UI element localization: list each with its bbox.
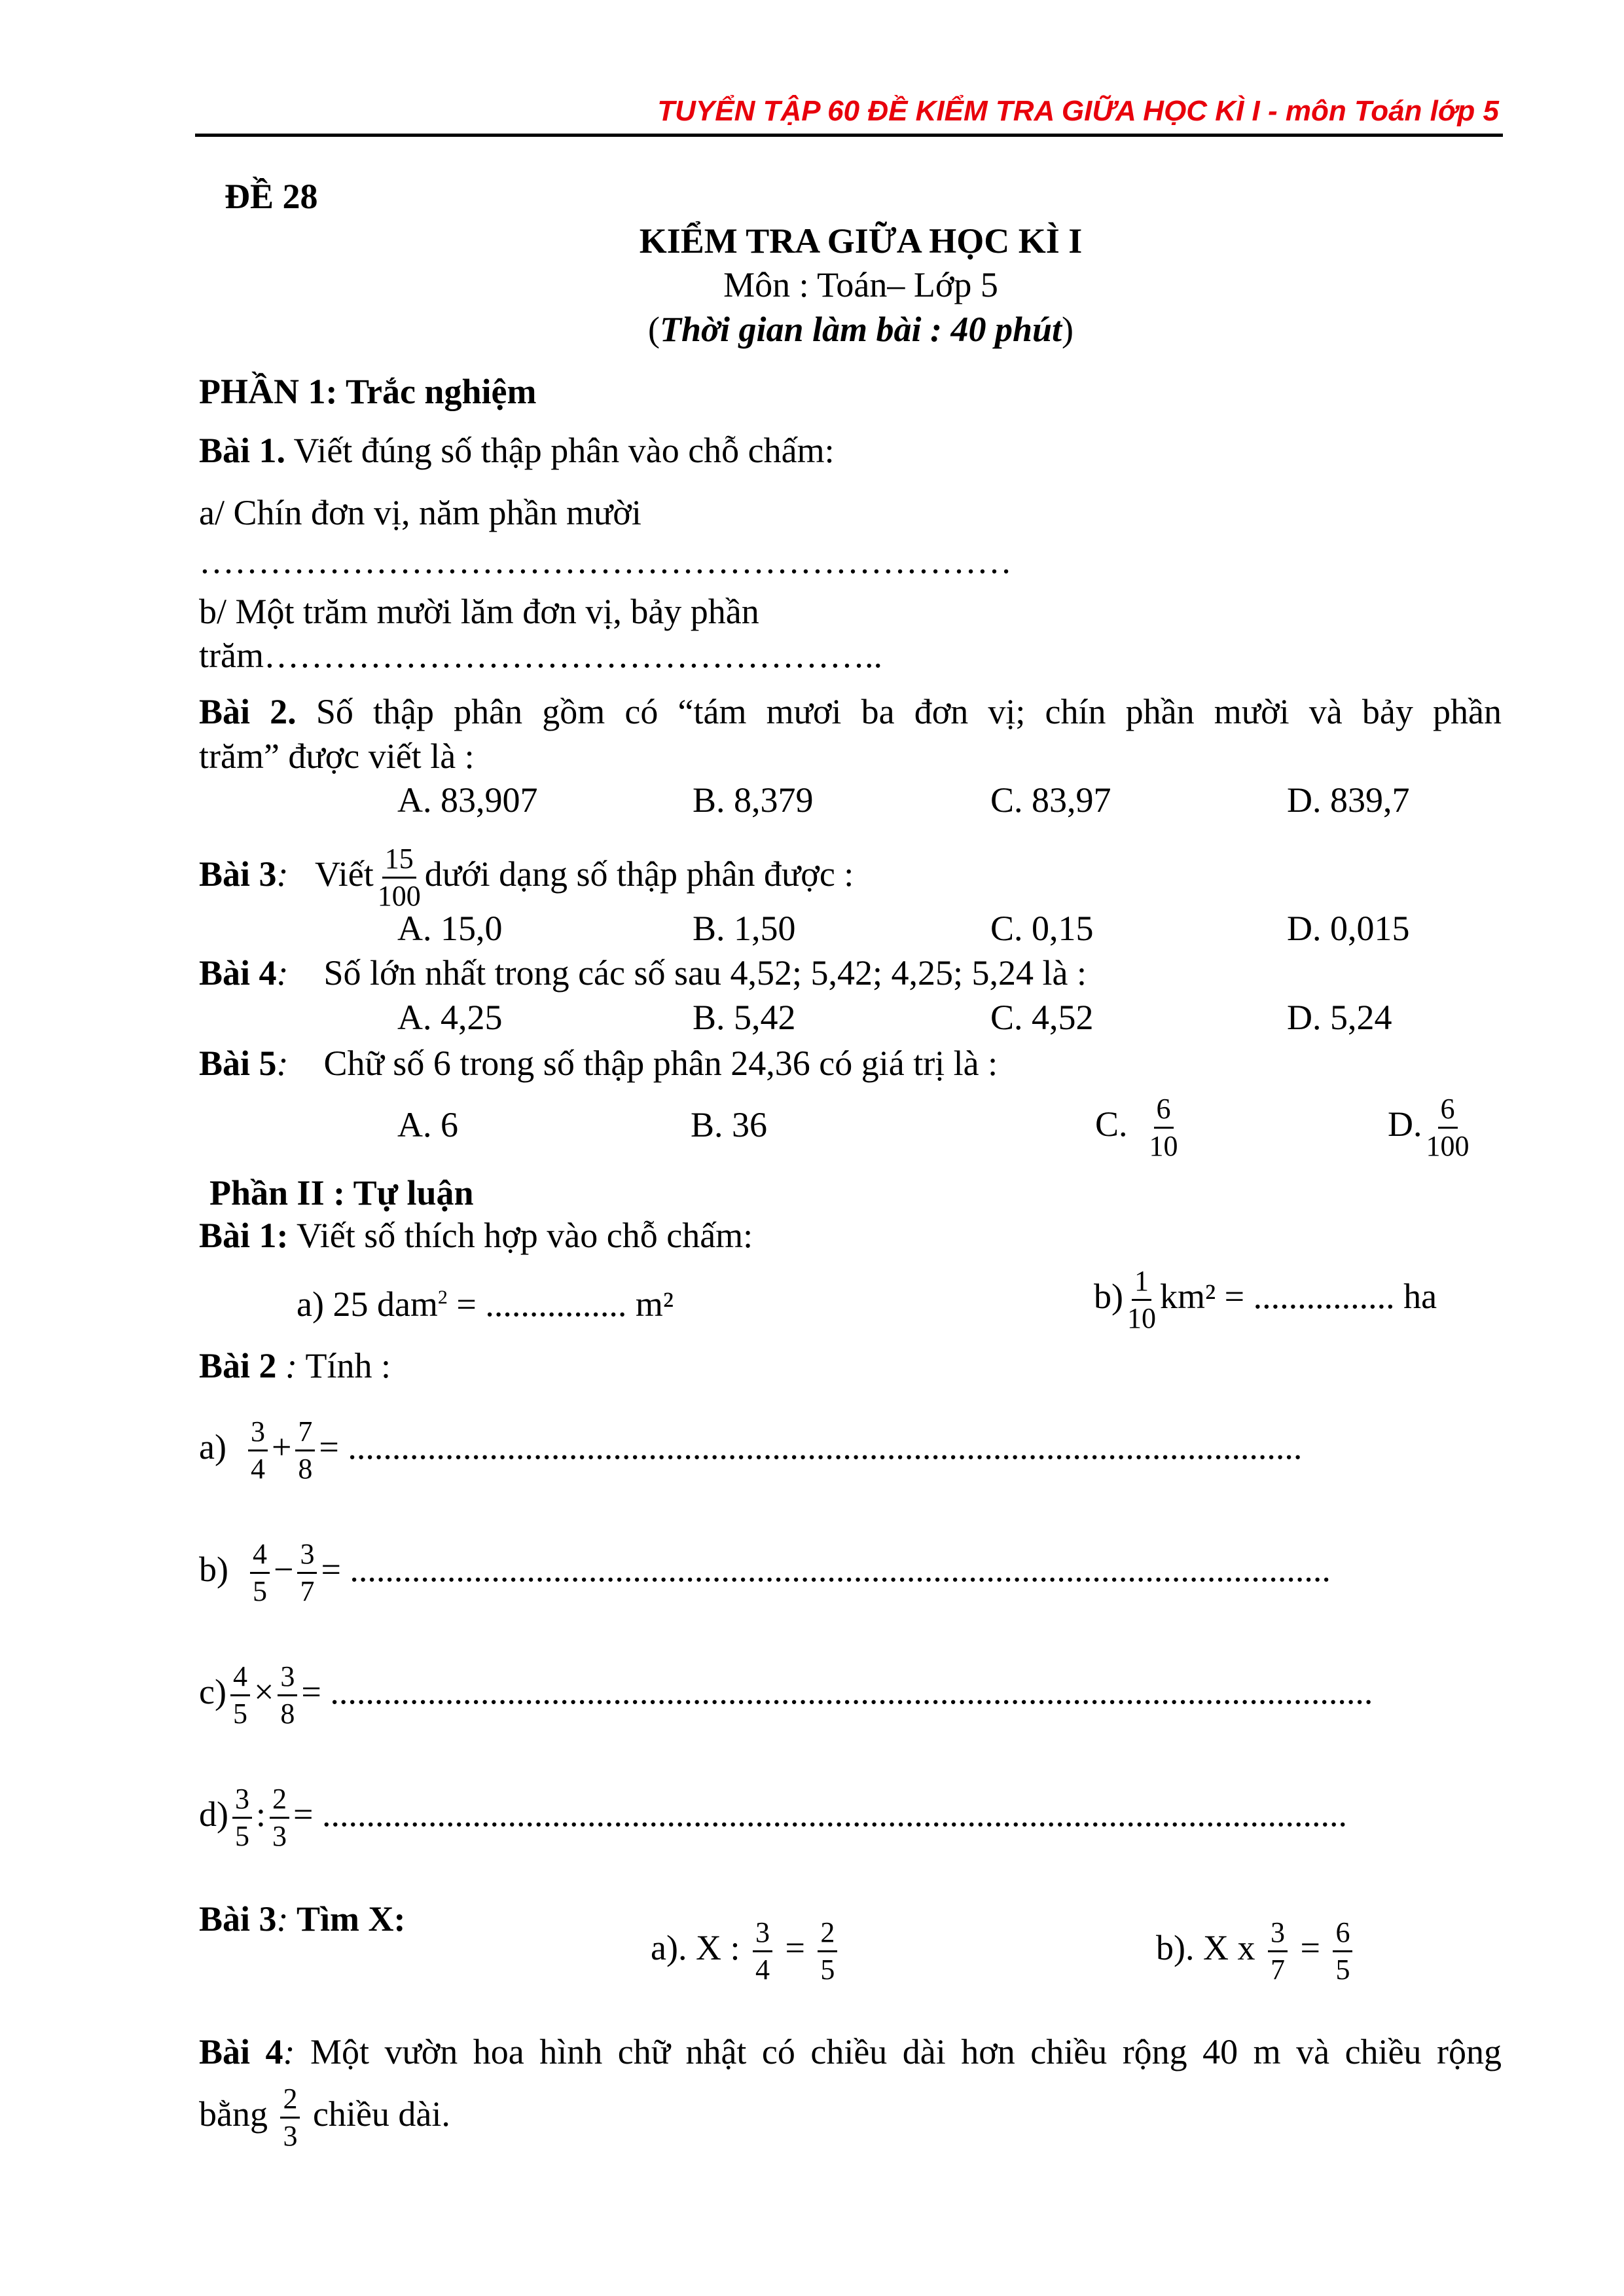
q-text: Tính : (297, 1346, 391, 1385)
operator: × (253, 1672, 274, 1711)
p2-q3 (199, 1898, 406, 1940)
exam-subject: Môn : Toán– Lớp 5 (723, 265, 998, 304)
p1-q1-b-answer-blank[interactable]: trăm…………………………………………….. (199, 636, 882, 675)
p2-q3-b (1156, 1912, 1356, 1986)
numerator: 4 (230, 1660, 250, 1696)
p2-q1-b[interactable] (1094, 1260, 1437, 1335)
p2-q4 (199, 2031, 1502, 2073)
option-a[interactable]: A. 6 (397, 1105, 458, 1144)
p2-q2-d[interactable] (199, 1778, 1347, 1853)
option-b[interactable]: B. 1,50 (693, 909, 796, 948)
exam-title: KIỂM TRA GIỮA HỌC KÌ I (639, 221, 1083, 261)
prefix: c) (199, 1672, 226, 1711)
exponent: 2 (437, 1286, 448, 1308)
q-label: Bài 2 (199, 1346, 277, 1385)
denominator: 3 (283, 2120, 298, 2153)
q-label: Bài 3 (199, 1899, 277, 1939)
expr: a) 25 dam (297, 1285, 438, 1324)
q-label: Bài 1. (199, 431, 286, 470)
fraction (250, 1538, 270, 1608)
operator: + (271, 1427, 292, 1467)
denominator: 8 (280, 1698, 295, 1730)
prefix: d) (199, 1795, 228, 1834)
answer-blank[interactable]: = ............................................................................................................ (319, 1427, 1303, 1467)
denominator: 10 (1149, 1130, 1178, 1163)
q-sep: : (276, 953, 289, 993)
q-sep: : (276, 1899, 289, 1939)
prefix: b) (1094, 1277, 1123, 1316)
numerator: 3 (753, 1916, 772, 1952)
fraction (230, 1660, 250, 1730)
equals: = (785, 1928, 805, 1967)
denominator: 5 (1335, 1954, 1350, 1986)
header-rule (195, 134, 1503, 137)
paren-close: ) (1062, 310, 1074, 349)
q-sep: : (276, 854, 289, 894)
option-a[interactable]: A. 15,0 (397, 909, 503, 948)
fraction (248, 1415, 268, 1485)
fraction (232, 1783, 252, 1853)
numerator: 2 (280, 2083, 300, 2119)
q-post: chiều dài. (312, 2094, 450, 2134)
denominator: 3 (272, 1820, 287, 1853)
option-c[interactable]: C. 83,97 (990, 780, 1111, 820)
option-a[interactable]: A. 4,25 (397, 998, 503, 1037)
q-label: Bài 3 (199, 854, 277, 894)
option-prefix: C. (1095, 1104, 1128, 1144)
fraction (270, 1783, 289, 1853)
answer-blank[interactable]: = ............................................................................................................... (321, 1550, 1331, 1589)
denominator: 5 (252, 1575, 267, 1608)
option-b[interactable]: B. 5,42 (693, 998, 796, 1037)
part1-heading: PHẦN 1: Trắc nghiệm (199, 372, 537, 411)
p2-q2-b[interactable] (199, 1533, 1331, 1608)
option-d[interactable]: D. 0,015 (1287, 909, 1410, 948)
denominator: 100 (377, 880, 421, 912)
fraction (280, 2083, 300, 2153)
p2-q4-line2 (199, 2078, 450, 2153)
option-a[interactable]: A. 83,907 (397, 780, 538, 820)
fraction (278, 1660, 297, 1730)
q-label: Bài 2. (199, 692, 297, 731)
fraction (753, 1916, 772, 1986)
prefix: a). X : (651, 1928, 740, 1967)
fraction (1333, 1916, 1352, 1986)
q-sep: : (283, 2032, 295, 2071)
answer-blank[interactable]: = .................................................................................................................... (293, 1795, 1347, 1834)
part2-heading: Phần II : Tự luận (209, 1173, 474, 1212)
denominator: 4 (755, 1954, 770, 1986)
numerator: 3 (232, 1783, 252, 1819)
q-text: Số lớn nhất trong các số sau 4,52; 5,42; 4,25; 5,24 là : (323, 953, 1087, 993)
p2-q3-a (651, 1912, 841, 1986)
p1-q1-b: b/ Một trăm mười lăm đơn vị, bảy phần (199, 592, 759, 631)
q-sep: : (276, 1044, 289, 1083)
p1-q2-line2: trăm” được viết là : (199, 737, 475, 776)
q-text: Một vườn hoa hình chữ nhật có chiều dài hơn chiều rộng 40 m và chiều rộng (295, 2032, 1502, 2071)
q-text: Viết đúng số thập phân vào chỗ chấm: (285, 431, 835, 470)
equals: = (1300, 1928, 1320, 1967)
exam-code: ĐỀ 28 (225, 177, 318, 216)
answer-blank[interactable]: = ...................................................................................................................... (301, 1672, 1373, 1711)
option-c[interactable]: C. 4,52 (990, 998, 1094, 1037)
numerator: 3 (278, 1660, 297, 1696)
fraction (1268, 1916, 1288, 1986)
option-c[interactable]: C. 0,15 (990, 909, 1094, 948)
p1-q5 (199, 1042, 998, 1084)
q-label: Bài 4 (199, 2032, 283, 2071)
denominator: 5 (232, 1698, 247, 1730)
p1-q2 (199, 691, 1502, 733)
numerator: 6 (1438, 1093, 1458, 1129)
denominator: 8 (298, 1453, 313, 1485)
q-label: Bài 5 (199, 1044, 277, 1083)
q-text: Viết số thích hợp vào chỗ chấm: (288, 1216, 753, 1255)
denominator: 5 (234, 1820, 249, 1853)
q-label: Bài 4 (199, 953, 277, 993)
q-pre: Viết (315, 854, 374, 894)
denominator: 7 (300, 1575, 315, 1608)
prefix: a) (199, 1427, 226, 1467)
denominator: 7 (1270, 1954, 1285, 1986)
numerator: 6 (1154, 1093, 1174, 1129)
q-title: Tìm X: (288, 1899, 406, 1939)
numerator: 3 (297, 1538, 317, 1574)
numerator: 3 (1268, 1916, 1288, 1952)
q-text: Chữ số 6 trong số thập phân 24,36 có giá trị là : (323, 1044, 998, 1083)
numerator: 7 (295, 1415, 315, 1451)
q-text: Số thập phân gồm có “tám mươi ba đơn vị; chín phần mười và bảy phần (296, 692, 1502, 731)
option-c[interactable] (1095, 1088, 1182, 1163)
option-b[interactable]: B. 8,379 (693, 780, 814, 820)
p2-q1-a[interactable] (297, 1277, 674, 1325)
p1-q1-a: a/ Chín đơn vị, năm phần mười (199, 493, 641, 532)
denominator: 4 (250, 1453, 265, 1485)
numerator: 6 (1333, 1916, 1352, 1952)
paren-open: ( (647, 310, 660, 349)
numerator: 15 (382, 843, 416, 879)
numerator: 1 (1132, 1265, 1151, 1301)
q-sep: : (276, 1346, 298, 1385)
expr-rest: km² = ................ ha (1159, 1277, 1437, 1316)
p1-q4 (199, 952, 1087, 994)
prefix: b) (199, 1550, 228, 1589)
p1-q1-a-answer-blank[interactable]: …………………………………………………………… (199, 541, 1012, 581)
fraction (295, 1415, 315, 1485)
option-prefix: D. (1388, 1104, 1422, 1144)
option-d[interactable] (1388, 1088, 1473, 1163)
denominator: 10 (1127, 1302, 1156, 1335)
p2-q2-a[interactable] (199, 1411, 1302, 1485)
p1-q3 (199, 843, 854, 913)
option-b[interactable]: B. 36 (691, 1105, 768, 1144)
fraction (378, 843, 421, 913)
p2-q2 (199, 1345, 391, 1387)
series-header: TUYỂN TẬP 60 ĐỀ KIỂM TRA GIỮA HỌC KÌ I - môn Toán lớp 5 (657, 95, 1499, 127)
denominator: 5 (820, 1954, 835, 1986)
p1-q1 (199, 429, 835, 471)
numerator: 2 (270, 1783, 289, 1819)
fraction (1426, 1093, 1470, 1163)
time-text: Thời gian làm bài : 40 phút (659, 310, 1062, 349)
exam-time (0, 308, 1624, 350)
fraction (818, 1916, 837, 1986)
numerator: 3 (248, 1415, 268, 1451)
numerator: 2 (818, 1916, 837, 1952)
fraction (1149, 1093, 1178, 1163)
p2-q1 (199, 1214, 753, 1256)
option-d[interactable]: D. 839,7 (1287, 780, 1410, 820)
fraction (1127, 1265, 1156, 1335)
q-pre: bằng (199, 2094, 268, 2134)
denominator: 100 (1426, 1130, 1470, 1163)
numerator: 4 (250, 1538, 270, 1574)
option-d[interactable]: D. 5,24 (1287, 998, 1392, 1037)
q-label: Bài 1: (199, 1216, 289, 1255)
q-post: dưới dạng số thập phân được : (424, 854, 854, 894)
expr-rest: = ................ m² (447, 1285, 674, 1324)
operator: : (255, 1795, 266, 1834)
prefix: b). X x (1156, 1928, 1255, 1967)
p2-q2-c[interactable] (199, 1656, 1373, 1730)
fraction (297, 1538, 317, 1608)
operator: − (273, 1550, 294, 1589)
